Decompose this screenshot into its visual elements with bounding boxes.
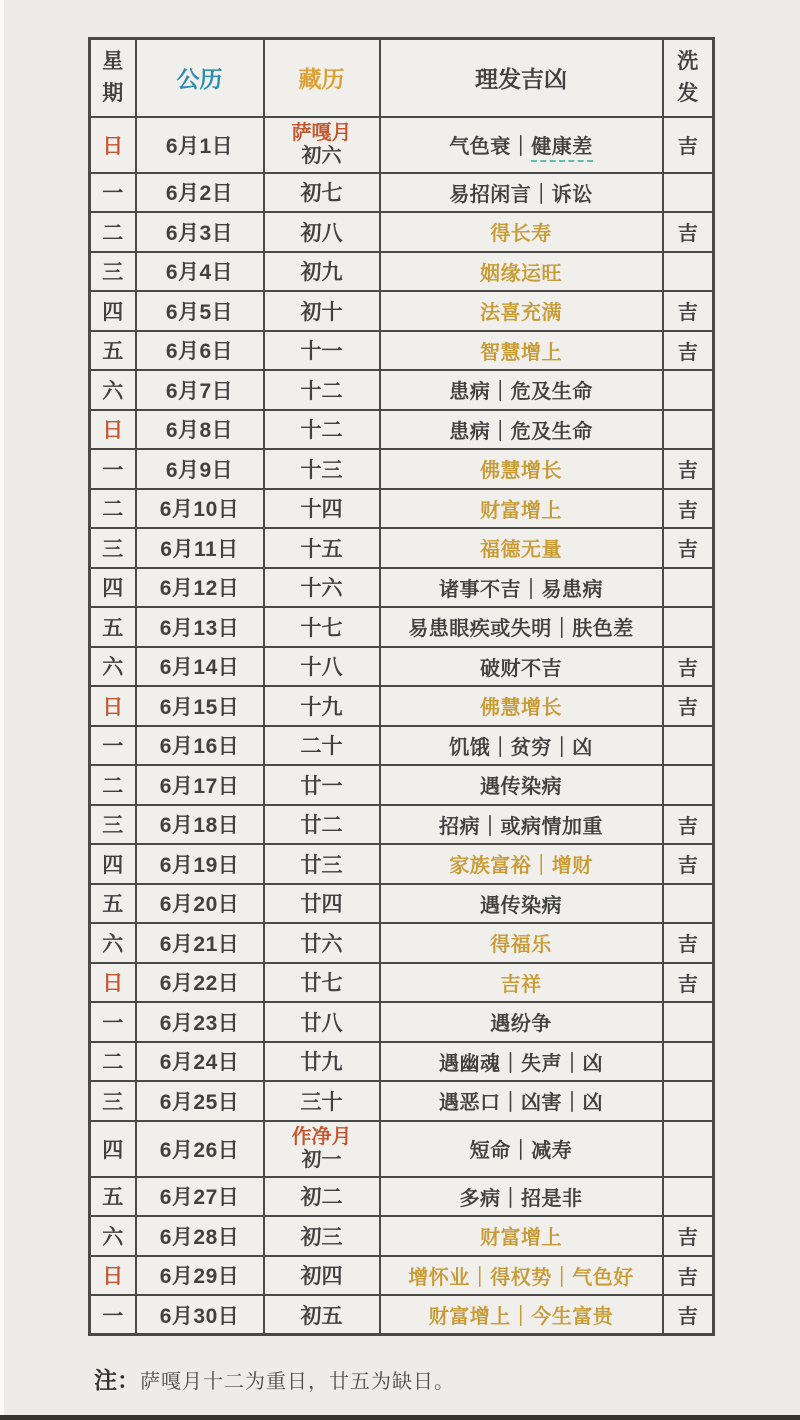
weekday-cell: 四 — [90, 1121, 136, 1177]
fortune-cell: 遇传染病 — [380, 765, 663, 805]
gregorian-date-cell: 6月22日 — [136, 963, 264, 1003]
gregorian-date-cell: 6月16日 — [136, 726, 264, 766]
table-row — [90, 1177, 714, 1217]
fortune-cell: 饥饿｜贫穷｜凶 — [380, 726, 663, 766]
header-tibetan: 藏历 — [264, 39, 380, 117]
tibetan-date-cell: 初二 — [264, 1177, 380, 1217]
fortune-cell: 易招闲言｜诉讼 — [380, 173, 663, 213]
gregorian-date-cell: 6月29日 — [136, 1256, 264, 1296]
wash-cell — [663, 252, 714, 292]
tibetan-day-label: 初六 — [301, 145, 342, 167]
table-row — [90, 252, 714, 292]
tibetan-date-cell: 十二 — [264, 410, 380, 450]
weekday-cell: 五 — [90, 331, 136, 371]
gregorian-date-cell: 6月5日 — [136, 291, 264, 331]
gregorian-date-cell: 6月23日 — [136, 1002, 264, 1042]
fortune-cell: 智慧增上 — [380, 331, 663, 371]
fortune-cell: 得长寿 — [380, 212, 663, 252]
table-row — [90, 370, 714, 410]
weekday-cell: 五 — [90, 884, 136, 924]
weekday-cell: 一 — [90, 173, 136, 213]
tibetan-date-cell — [264, 1121, 380, 1177]
fortune-cell: 家族富裕｜增财 — [380, 844, 663, 884]
tibetan-date-cell: 十七 — [264, 607, 380, 647]
weekday-cell: 日 — [90, 410, 136, 450]
wash-cell — [663, 1002, 714, 1042]
wash-cell: 吉 — [663, 1216, 714, 1256]
wash-cell: 吉 — [663, 291, 714, 331]
wash-cell — [663, 884, 714, 924]
weekday-cell: 二 — [90, 1042, 136, 1082]
gregorian-date-cell: 6月24日 — [136, 1042, 264, 1082]
tibetan-date-cell: 初八 — [264, 212, 380, 252]
gregorian-date-cell: 6月11日 — [136, 528, 264, 568]
tibetan-date-cell: 二十 — [264, 726, 380, 766]
tibetan-date-cell: 十四 — [264, 489, 380, 529]
tibetan-date-cell: 廿九 — [264, 1042, 380, 1082]
wash-cell: 吉 — [663, 489, 714, 529]
wash-cell — [663, 1121, 714, 1177]
table-row — [90, 331, 714, 371]
weekday-cell: 四 — [90, 291, 136, 331]
tibetan-date-cell: 十六 — [264, 568, 380, 608]
fortune-cell: 招病｜或病情加重 — [380, 805, 663, 845]
tibetan-day-label: 初一 — [301, 1149, 342, 1171]
fortune-cell: 遇幽魂｜失声｜凶 — [380, 1042, 663, 1082]
tibetan-date-cell: 十三 — [264, 449, 380, 489]
table-row — [90, 1256, 714, 1296]
table-row — [90, 410, 714, 450]
fortune-cell: 佛慧增长 — [380, 449, 663, 489]
table-row — [90, 1216, 714, 1256]
footnote-prefix: 注： — [94, 1367, 140, 1393]
tibetan-date-cell: 十八 — [264, 647, 380, 687]
weekday-cell: 六 — [90, 647, 136, 687]
wash-cell — [663, 410, 714, 450]
table-row — [90, 726, 714, 766]
gregorian-date-cell: 6月17日 — [136, 765, 264, 805]
weekday-cell: 一 — [90, 726, 136, 766]
wash-cell — [663, 765, 714, 805]
table-row — [90, 449, 714, 489]
left-edge-strip — [0, 0, 4, 1420]
tibetan-date-cell: 十五 — [264, 528, 380, 568]
fortune-cell: 诸事不吉｜易患病 — [380, 568, 663, 608]
table-row — [90, 963, 714, 1003]
wash-cell: 吉 — [663, 117, 714, 173]
wash-cell — [663, 1177, 714, 1217]
table-row — [90, 805, 714, 845]
tibetan-date-cell: 廿八 — [264, 1002, 380, 1042]
footnote — [88, 1362, 714, 1395]
haircut-fortune-table — [88, 37, 715, 1336]
tibetan-date-cell: 十九 — [264, 686, 380, 726]
weekday-cell: 三 — [90, 805, 136, 845]
wash-cell: 吉 — [663, 805, 714, 845]
weekday-cell: 一 — [90, 449, 136, 489]
fortune-cell: 佛慧增长 — [380, 686, 663, 726]
wash-cell: 吉 — [663, 528, 714, 568]
gregorian-date-cell: 6月21日 — [136, 923, 264, 963]
weekday-cell: 五 — [90, 607, 136, 647]
table-row — [90, 923, 714, 963]
gregorian-date-cell: 6月26日 — [136, 1121, 264, 1177]
fortune-cell: 患病｜危及生命 — [380, 370, 663, 410]
table-row — [90, 607, 714, 647]
table-row — [90, 291, 714, 331]
table-row — [90, 1042, 714, 1082]
table-row — [90, 1081, 714, 1121]
table-row — [90, 1002, 714, 1042]
header-wash — [663, 39, 714, 117]
weekday-cell: 日 — [90, 963, 136, 1003]
tibetan-date-cell: 初九 — [264, 252, 380, 292]
gregorian-date-cell: 6月2日 — [136, 173, 264, 213]
table-row — [90, 686, 714, 726]
bottom-bar — [0, 1415, 800, 1420]
wash-cell: 吉 — [663, 449, 714, 489]
weekday-cell: 六 — [90, 370, 136, 410]
header-week — [90, 39, 136, 117]
gregorian-date-cell: 6月18日 — [136, 805, 264, 845]
table-row — [90, 1121, 714, 1177]
gregorian-date-cell: 6月30日 — [136, 1295, 264, 1335]
gregorian-date-cell: 6月20日 — [136, 884, 264, 924]
gregorian-date-cell: 6月15日 — [136, 686, 264, 726]
tibetan-date-cell: 十一 — [264, 331, 380, 371]
fortune-cell: 遇传染病 — [380, 884, 663, 924]
fortune-cell: 遇恶口｜凶害｜凶 — [380, 1081, 663, 1121]
fortune-cell: 增怀业｜得权势｜气色好 — [380, 1256, 663, 1296]
table-row — [90, 1295, 714, 1335]
tibetan-date-cell: 三十 — [264, 1081, 380, 1121]
weekday-cell: 一 — [90, 1002, 136, 1042]
fortune-cell: 财富增上｜今生富贵 — [380, 1295, 663, 1335]
gregorian-date-cell: 6月27日 — [136, 1177, 264, 1217]
footnote-text: 萨嘎月十二为重日，廿五为缺日。 — [140, 1371, 455, 1393]
fortune-cell: 财富增上 — [380, 489, 663, 529]
header-fortune: 理发吉凶 — [380, 39, 663, 117]
fortune-cell: 法喜充满 — [380, 291, 663, 331]
fortune-cell: 易患眼疾或失明｜肤色差 — [380, 607, 663, 647]
weekday-cell: 三 — [90, 252, 136, 292]
tibetan-date-cell: 廿七 — [264, 963, 380, 1003]
weekday-cell: 二 — [90, 765, 136, 805]
tibetan-month-label: 作净月 — [291, 1126, 352, 1148]
table-row — [90, 173, 714, 213]
weekday-cell: 一 — [90, 1295, 136, 1335]
gregorian-date-cell: 6月10日 — [136, 489, 264, 529]
wash-cell — [663, 1042, 714, 1082]
weekday-cell: 三 — [90, 528, 136, 568]
weekday-cell: 四 — [90, 844, 136, 884]
weekday-cell: 日 — [90, 117, 136, 173]
gregorian-date-cell: 6月8日 — [136, 410, 264, 450]
weekday-cell: 日 — [90, 1256, 136, 1296]
weekday-cell: 四 — [90, 568, 136, 608]
tibetan-date-cell: 廿二 — [264, 805, 380, 845]
header-wash-label: 洗发 — [677, 50, 699, 105]
gregorian-date-cell: 6月4日 — [136, 252, 264, 292]
header-gregorian: 公历 — [136, 39, 264, 117]
tibetan-date-cell: 廿三 — [264, 844, 380, 884]
fortune-cell: 吉祥 — [380, 963, 663, 1003]
table-row — [90, 884, 714, 924]
wash-cell — [663, 568, 714, 608]
wash-cell: 吉 — [663, 1256, 714, 1296]
table-row — [90, 765, 714, 805]
weekday-cell: 六 — [90, 1216, 136, 1256]
fortune-cell: 患病｜危及生命 — [380, 410, 663, 450]
weekday-cell: 六 — [90, 923, 136, 963]
tibetan-date-cell: 廿一 — [264, 765, 380, 805]
header-row — [90, 39, 714, 117]
table-body — [90, 117, 714, 1335]
tibetan-date-cell: 初五 — [264, 1295, 380, 1335]
wash-cell: 吉 — [663, 212, 714, 252]
dashed-underlined-text: 健康差 — [531, 136, 593, 162]
haircut-calendar — [88, 37, 714, 1395]
tibetan-month-label: 萨嘎月 — [291, 122, 352, 144]
gregorian-date-cell: 6月3日 — [136, 212, 264, 252]
fortune-cell: 多病｜招是非 — [380, 1177, 663, 1217]
tibetan-date-cell — [264, 117, 380, 173]
tibetan-date-cell: 初七 — [264, 173, 380, 213]
weekday-cell: 二 — [90, 212, 136, 252]
wash-cell — [663, 1081, 714, 1121]
gregorian-date-cell: 6月19日 — [136, 844, 264, 884]
wash-cell — [663, 607, 714, 647]
gregorian-date-cell: 6月1日 — [136, 117, 264, 173]
wash-cell: 吉 — [663, 963, 714, 1003]
table-row — [90, 844, 714, 884]
gregorian-date-cell: 6月12日 — [136, 568, 264, 608]
gregorian-date-cell: 6月13日 — [136, 607, 264, 647]
wash-cell: 吉 — [663, 331, 714, 371]
table-row — [90, 117, 714, 173]
tibetan-date-cell: 初十 — [264, 291, 380, 331]
gregorian-date-cell: 6月7日 — [136, 370, 264, 410]
fortune-cell: 财富增上 — [380, 1216, 663, 1256]
wash-cell: 吉 — [663, 844, 714, 884]
gregorian-date-cell: 6月25日 — [136, 1081, 264, 1121]
fortune-cell: 遇纷争 — [380, 1002, 663, 1042]
weekday-cell: 二 — [90, 489, 136, 529]
gregorian-date-cell: 6月28日 — [136, 1216, 264, 1256]
fortune-cell: 短命｜减寿 — [380, 1121, 663, 1177]
table-row — [90, 568, 714, 608]
fortune-cell: 气色衰｜健康差 — [380, 117, 663, 173]
tibetan-date-cell: 廿四 — [264, 884, 380, 924]
tibetan-date-cell: 初四 — [264, 1256, 380, 1296]
wash-cell: 吉 — [663, 1295, 714, 1335]
weekday-cell: 三 — [90, 1081, 136, 1121]
fortune-cell: 破财不吉 — [380, 647, 663, 687]
gregorian-date-cell: 6月6日 — [136, 331, 264, 371]
wash-cell — [663, 370, 714, 410]
table-row — [90, 528, 714, 568]
wash-cell: 吉 — [663, 647, 714, 687]
fortune-cell: 姻缘运旺 — [380, 252, 663, 292]
fortune-cell: 福德无量 — [380, 528, 663, 568]
header-week-label: 星期 — [102, 50, 124, 105]
weekday-cell: 日 — [90, 686, 136, 726]
wash-cell: 吉 — [663, 686, 714, 726]
wash-cell — [663, 173, 714, 213]
gregorian-date-cell: 6月9日 — [136, 449, 264, 489]
table-row — [90, 212, 714, 252]
fortune-cell: 得福乐 — [380, 923, 663, 963]
gregorian-date-cell: 6月14日 — [136, 647, 264, 687]
tibetan-date-cell: 十二 — [264, 370, 380, 410]
wash-cell: 吉 — [663, 923, 714, 963]
tibetan-date-cell: 廿六 — [264, 923, 380, 963]
tibetan-date-cell: 初三 — [264, 1216, 380, 1256]
weekday-cell: 五 — [90, 1177, 136, 1217]
table-row — [90, 489, 714, 529]
table-row — [90, 647, 714, 687]
wash-cell — [663, 726, 714, 766]
